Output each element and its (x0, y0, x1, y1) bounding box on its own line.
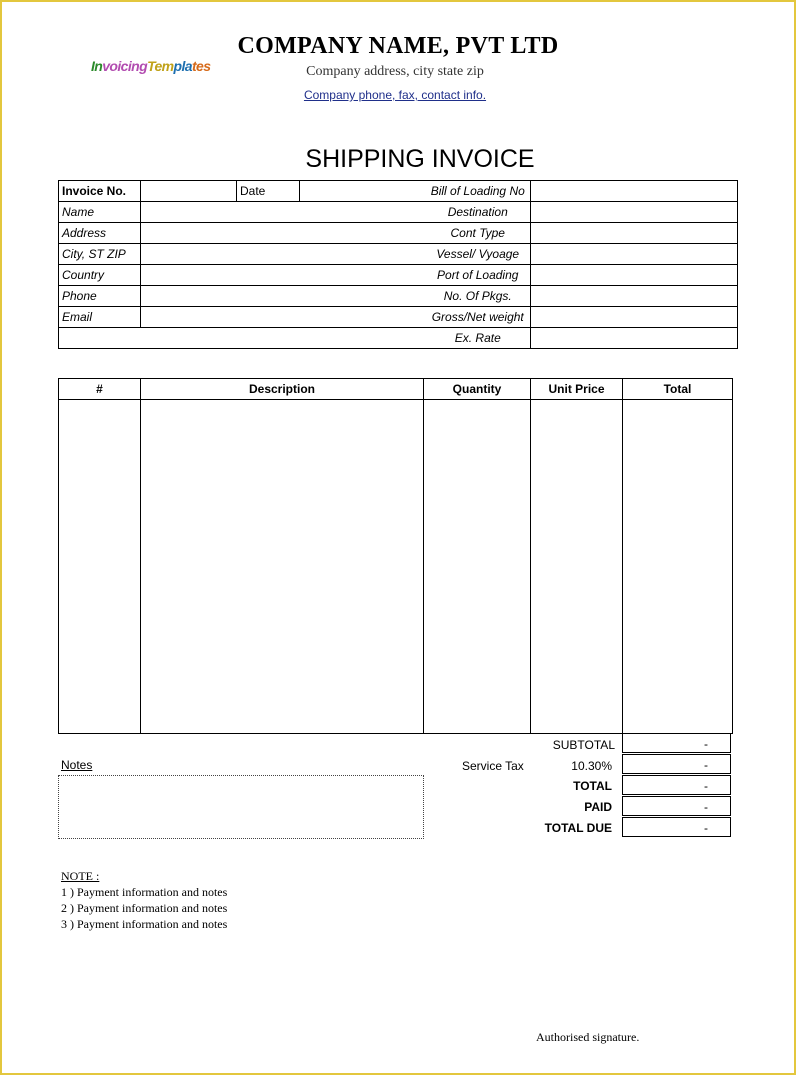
col-header-unit-price: Unit Price (531, 379, 623, 400)
total-due-label: TOTAL DUE (544, 821, 612, 835)
subtotal-label: SUBTOTAL (552, 738, 615, 752)
company-contact[interactable] (0, 88, 790, 102)
city-st-zip-field[interactable] (141, 244, 426, 265)
unit-price-cell[interactable] (531, 400, 623, 734)
service-tax-value[interactable]: - (622, 754, 731, 774)
company-address: Company address, city state zip (306, 64, 484, 79)
port-of-loading-label: Port of Loading (426, 265, 531, 286)
invoicing-templates-logo (91, 58, 210, 74)
notes-label: Notes (61, 758, 93, 772)
ex-rate-label: Ex. Rate (426, 328, 531, 349)
logo-part: pla (173, 58, 192, 74)
no-of-pkgs-label: No. Of Pkgs. (426, 286, 531, 307)
authorised-signature: Authorised signature. (536, 1030, 640, 1044)
notes-field[interactable] (58, 775, 424, 839)
paid-value[interactable]: - (622, 796, 731, 816)
email-label: Email (59, 307, 141, 328)
invoice-no-label: Invoice No. (59, 181, 141, 202)
date-field[interactable] (300, 181, 426, 202)
description-cell[interactable] (141, 400, 424, 734)
email-field[interactable] (141, 307, 426, 328)
country-label: Country (59, 265, 141, 286)
phone-field[interactable] (141, 286, 426, 307)
name-field[interactable] (141, 202, 426, 223)
ex-rate-field[interactable] (531, 328, 738, 349)
table-row (59, 400, 733, 734)
paid-label: PAID (584, 800, 612, 814)
customer-shipping-info-table (58, 180, 738, 349)
bill-of-loading-label: Bill of Loading No (426, 181, 531, 202)
phone-label: Phone (59, 286, 141, 307)
city-st-zip-label: City, ST ZIP (59, 244, 141, 265)
gross-net-weight-field[interactable] (531, 307, 738, 328)
subtotal-value[interactable]: - (622, 733, 731, 753)
total-cell[interactable] (623, 400, 733, 734)
col-header-description: Description (141, 379, 424, 400)
date-label: Date (237, 181, 300, 202)
col-header-number: # (59, 379, 141, 400)
total-label: TOTAL (573, 779, 612, 793)
address-label: Address (59, 223, 141, 244)
table-row (59, 286, 738, 307)
col-header-quantity: Quantity (424, 379, 531, 400)
table-row (59, 202, 738, 223)
table-row (59, 244, 738, 265)
table-row (59, 223, 738, 244)
port-of-loading-field[interactable] (531, 265, 738, 286)
gross-net-weight-label: Gross/Net weight (426, 307, 531, 328)
table-row (59, 265, 738, 286)
vessel-voyage-field[interactable] (531, 244, 738, 265)
logo-part: tes (191, 58, 211, 74)
cont-type-field[interactable] (531, 223, 738, 244)
note-line: 3 ) Payment information and notes (61, 917, 228, 931)
note-line: 2 ) Payment information and notes (61, 901, 228, 915)
table-row (59, 328, 738, 349)
quantity-cell[interactable] (424, 400, 531, 734)
note-heading: NOTE : (61, 869, 100, 883)
total-due-value[interactable]: - (622, 817, 731, 837)
cont-type-label: Cont Type (426, 223, 531, 244)
table-row (59, 181, 738, 202)
line-items-table (58, 378, 733, 734)
note-line: 1 ) Payment information and notes (61, 885, 228, 899)
logo-part: In (91, 58, 103, 74)
service-tax-rate[interactable]: 10.30% (571, 759, 612, 773)
table-row (59, 307, 738, 328)
no-of-pkgs-field[interactable] (531, 286, 738, 307)
logo-part: voicing (102, 58, 148, 74)
company-contact-link[interactable]: Company phone, fax, contact info. (303, 88, 487, 102)
blank-cell (59, 328, 426, 349)
destination-field[interactable] (531, 202, 738, 223)
table-header-row (59, 379, 733, 400)
country-field[interactable] (141, 265, 426, 286)
address-field[interactable] (141, 223, 426, 244)
invoice-title: SHIPPING INVOICE (305, 145, 535, 173)
total-value[interactable]: - (622, 775, 731, 795)
company-name: COMPANY NAME, PVT LTD (237, 33, 559, 59)
invoice-no-field[interactable] (141, 181, 237, 202)
vessel-voyage-label: Vessel/ Vyoage (426, 244, 531, 265)
logo-part: Tem (147, 58, 174, 74)
service-tax-label: Service Tax (462, 759, 524, 773)
number-cell[interactable] (59, 400, 141, 734)
bill-of-loading-field[interactable] (531, 181, 738, 202)
name-label: Name (59, 202, 141, 223)
col-header-total: Total (623, 379, 733, 400)
destination-label: Destination (426, 202, 531, 223)
